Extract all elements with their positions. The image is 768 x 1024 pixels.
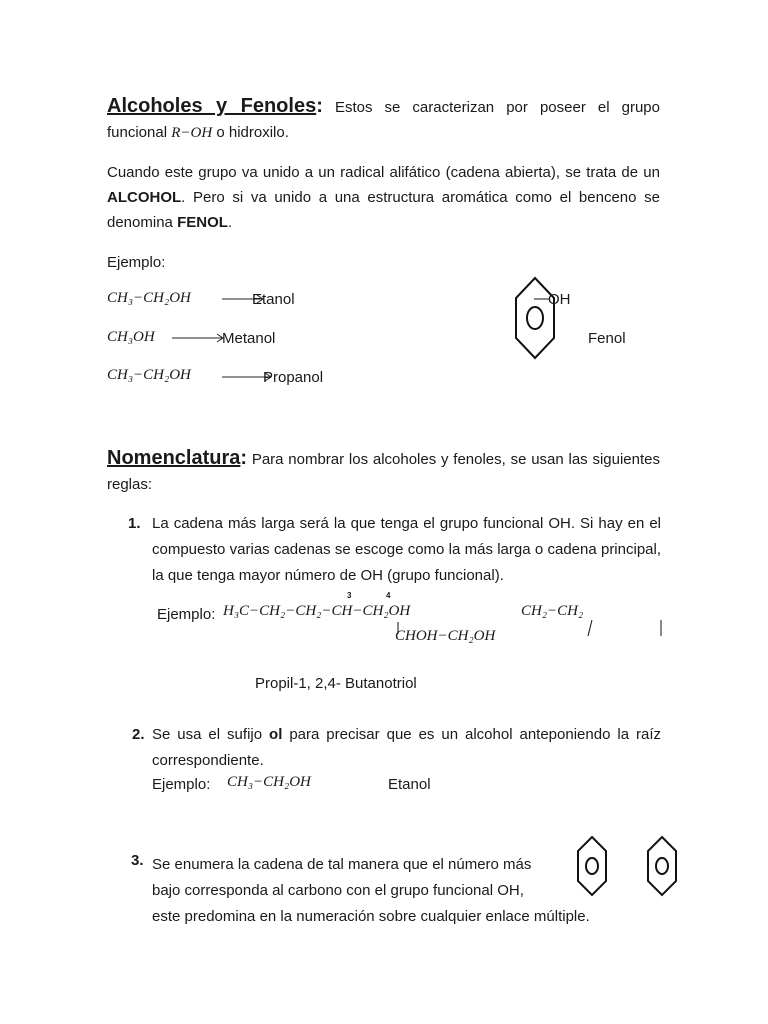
example-name-metanol: Metanol <box>222 330 276 347</box>
nomenclatura-text: Para nombrar los alcoholes y fenoles, se usan las siguientes reglas: <box>107 451 660 493</box>
rule-2 <box>128 722 661 774</box>
heading-alcoholes-fenoles: Alcoholes y Fenoles <box>107 95 317 117</box>
rule1-compound-name: Propil-1, 2,4- Butanotriol <box>255 675 417 692</box>
rule1-formula-right: CH₂−CH₂ <box>521 603 584 619</box>
rule-number: 1. <box>128 515 141 532</box>
rule1-example-label: Ejemplo: <box>157 606 216 623</box>
rule2-example-label: Ejemplo: <box>152 776 211 793</box>
intro-text-line2-pre: funcional <box>107 124 172 141</box>
intro-text-line1: Estos se caracterizan por poseer el grupo <box>322 99 660 116</box>
rule-text: Se usa el sufijo ol para precisar que es un alcohol anteponiendo la raíz correspondiente. <box>152 726 661 769</box>
term-alcohol: ALCOHOL <box>107 189 182 206</box>
rule3-line1: Se enumera la cadena de tal manera que el número más <box>152 856 532 873</box>
term-fenol: FENOL <box>177 214 228 231</box>
rule3-line2: bajo corresponda al carbono con el grupo funcional OH, <box>152 882 524 899</box>
heading-nomenclatura: Nomenclatura <box>107 447 241 469</box>
example-formula-propanol: CH₃−CH₂OH <box>107 367 191 383</box>
intro-text-line2-post: o hidroxilo. <box>212 124 289 141</box>
benzene-ring-icon <box>514 276 556 360</box>
locant-4: 4 <box>386 591 391 600</box>
arrow-icon <box>172 331 226 345</box>
rule-3-text <box>152 852 590 930</box>
example-label: Ejemplo: <box>107 254 166 271</box>
rule3-line3: este predomina en la numeración sobre cualquier enlace múltiple. <box>152 908 590 925</box>
definition-text-2: . Pero si va unido a una estructura aromática como el benceno se denomina <box>107 189 660 231</box>
definition-paragraph <box>107 160 660 235</box>
example-name-propanol: Propanol <box>263 369 324 386</box>
phenol-name: Fenol <box>588 330 626 347</box>
example-formula-metanol: CH₃OH <box>107 329 155 345</box>
locant-3: 3 <box>347 591 352 600</box>
heading-colon: : <box>240 447 248 469</box>
heading-colon: : <box>316 95 323 117</box>
benzene-ring-icon <box>576 835 608 897</box>
rule2-formula: CH₃−CH₂OH <box>227 774 311 790</box>
rule-number: 2. <box>132 726 145 743</box>
nomenclatura-paragraph <box>107 446 660 497</box>
bond-line-icon <box>658 620 664 638</box>
definition-text-3: . <box>227 214 233 231</box>
intro-paragraph <box>107 94 660 146</box>
bond-line-icon <box>586 620 596 638</box>
rule2-name: Etanol <box>388 776 431 793</box>
benzene-ring-icon <box>646 835 678 897</box>
example-formula-etanol: CH₃−CH₂OH <box>107 290 191 306</box>
rule1-formula-main: H₃C−CH₂−CH₂−CH−CH₂OH <box>223 603 411 619</box>
rule-number: 3. <box>131 852 144 869</box>
suffix-ol: ol <box>269 726 283 743</box>
example-name-etanol: Etanol <box>252 291 295 308</box>
definition-text-1: Cuando este grupo va unido a un radical alifático (cadena abierta), se trata de un <box>107 164 660 181</box>
phenol-oh-label: OH <box>548 291 571 308</box>
rule1-formula-branch: CHOH−CH₂OH <box>395 628 496 644</box>
rule-text: La cadena más larga será la que tenga el grupo funcional OH. Si hay en el compuesto varias cadenas se escoge como la más larga o cadena principal, la que tenga mayor número de OH (grupo funcional). <box>152 515 661 584</box>
formula-roh: R−OH <box>171 125 213 141</box>
rule-1 <box>128 511 661 591</box>
